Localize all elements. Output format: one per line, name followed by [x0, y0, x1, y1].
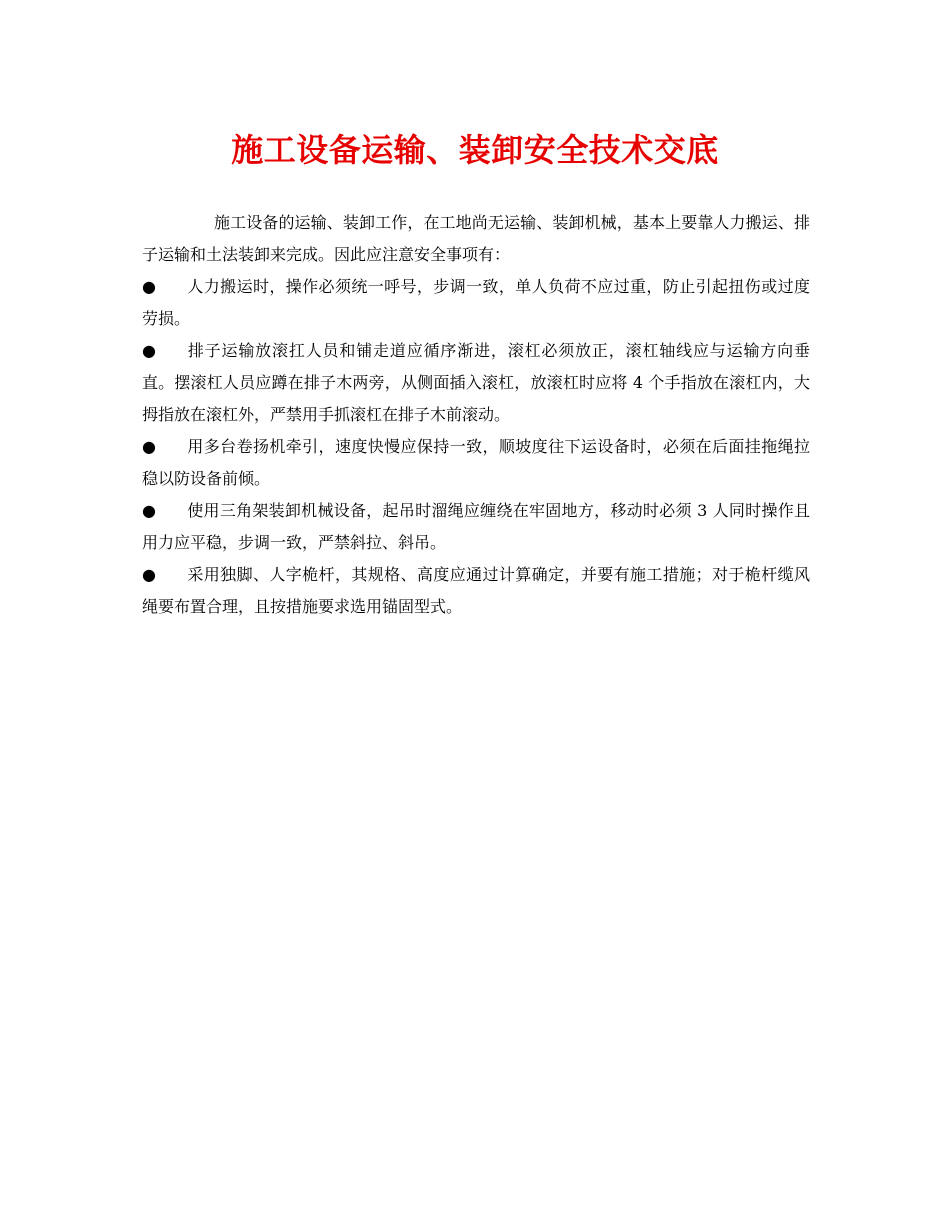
document-body — [142, 207, 810, 623]
list-item-text: 排子运输放滚扛人员和铺走道应循序渐进，滚杠必须放正，滚杠轴线应与运输方向垂直。摆滚杠人员应蹲在排子木两旁，从侧面插入滚杠，放滚杠时应将 4 个手指放在滚杠内，大拇指放在滚杠外，严禁用手抓滚杠在排子木前滚动。 — [142, 341, 810, 424]
bullet-icon: ● — [142, 501, 156, 520]
list-item — [142, 495, 810, 559]
document-title: 施工设备运输、装卸安全技术交底 — [231, 131, 719, 169]
list-item — [142, 271, 810, 335]
bullet-icon: ● — [142, 341, 156, 360]
list-item — [142, 431, 810, 495]
bullet-icon: ● — [142, 565, 156, 584]
list-item-text: 人力搬运时，操作必须统一呼号，步调一致，单人负荷不应过重，防止引起扭伤或过度劳损。 — [142, 277, 810, 328]
list-item-text: 使用三角架装卸机械设备，起吊时溜绳应缠绕在牢固地方，移动时必须 3 人同时操作且用力应平稳，步调一致，严禁斜拉、斜吊。 — [142, 501, 810, 552]
list-item-text: 用多台卷扬机牵引，速度快慢应保持一致，顺坡度往下运设备时，必须在后面挂拖绳拉稳以防设备前倾。 — [142, 437, 810, 488]
list-item-text: 采用独脚、人字桅杆，其规格、高度应通过计算确定，并要有施工措施；对于桅杆缆风绳要布置合理，且按措施要求选用锚固型式。 — [142, 565, 810, 616]
bullet-icon: ● — [142, 437, 156, 456]
bullet-icon: ● — [142, 277, 156, 296]
list-item — [142, 335, 810, 431]
intro-paragraph: 施工设备的运输、装卸工作，在工地尚无运输、装卸机械，基本上要靠人力搬运、排子运输和土法装卸来完成。因此应注意安全事项有： — [142, 213, 810, 264]
list-item — [142, 559, 810, 623]
